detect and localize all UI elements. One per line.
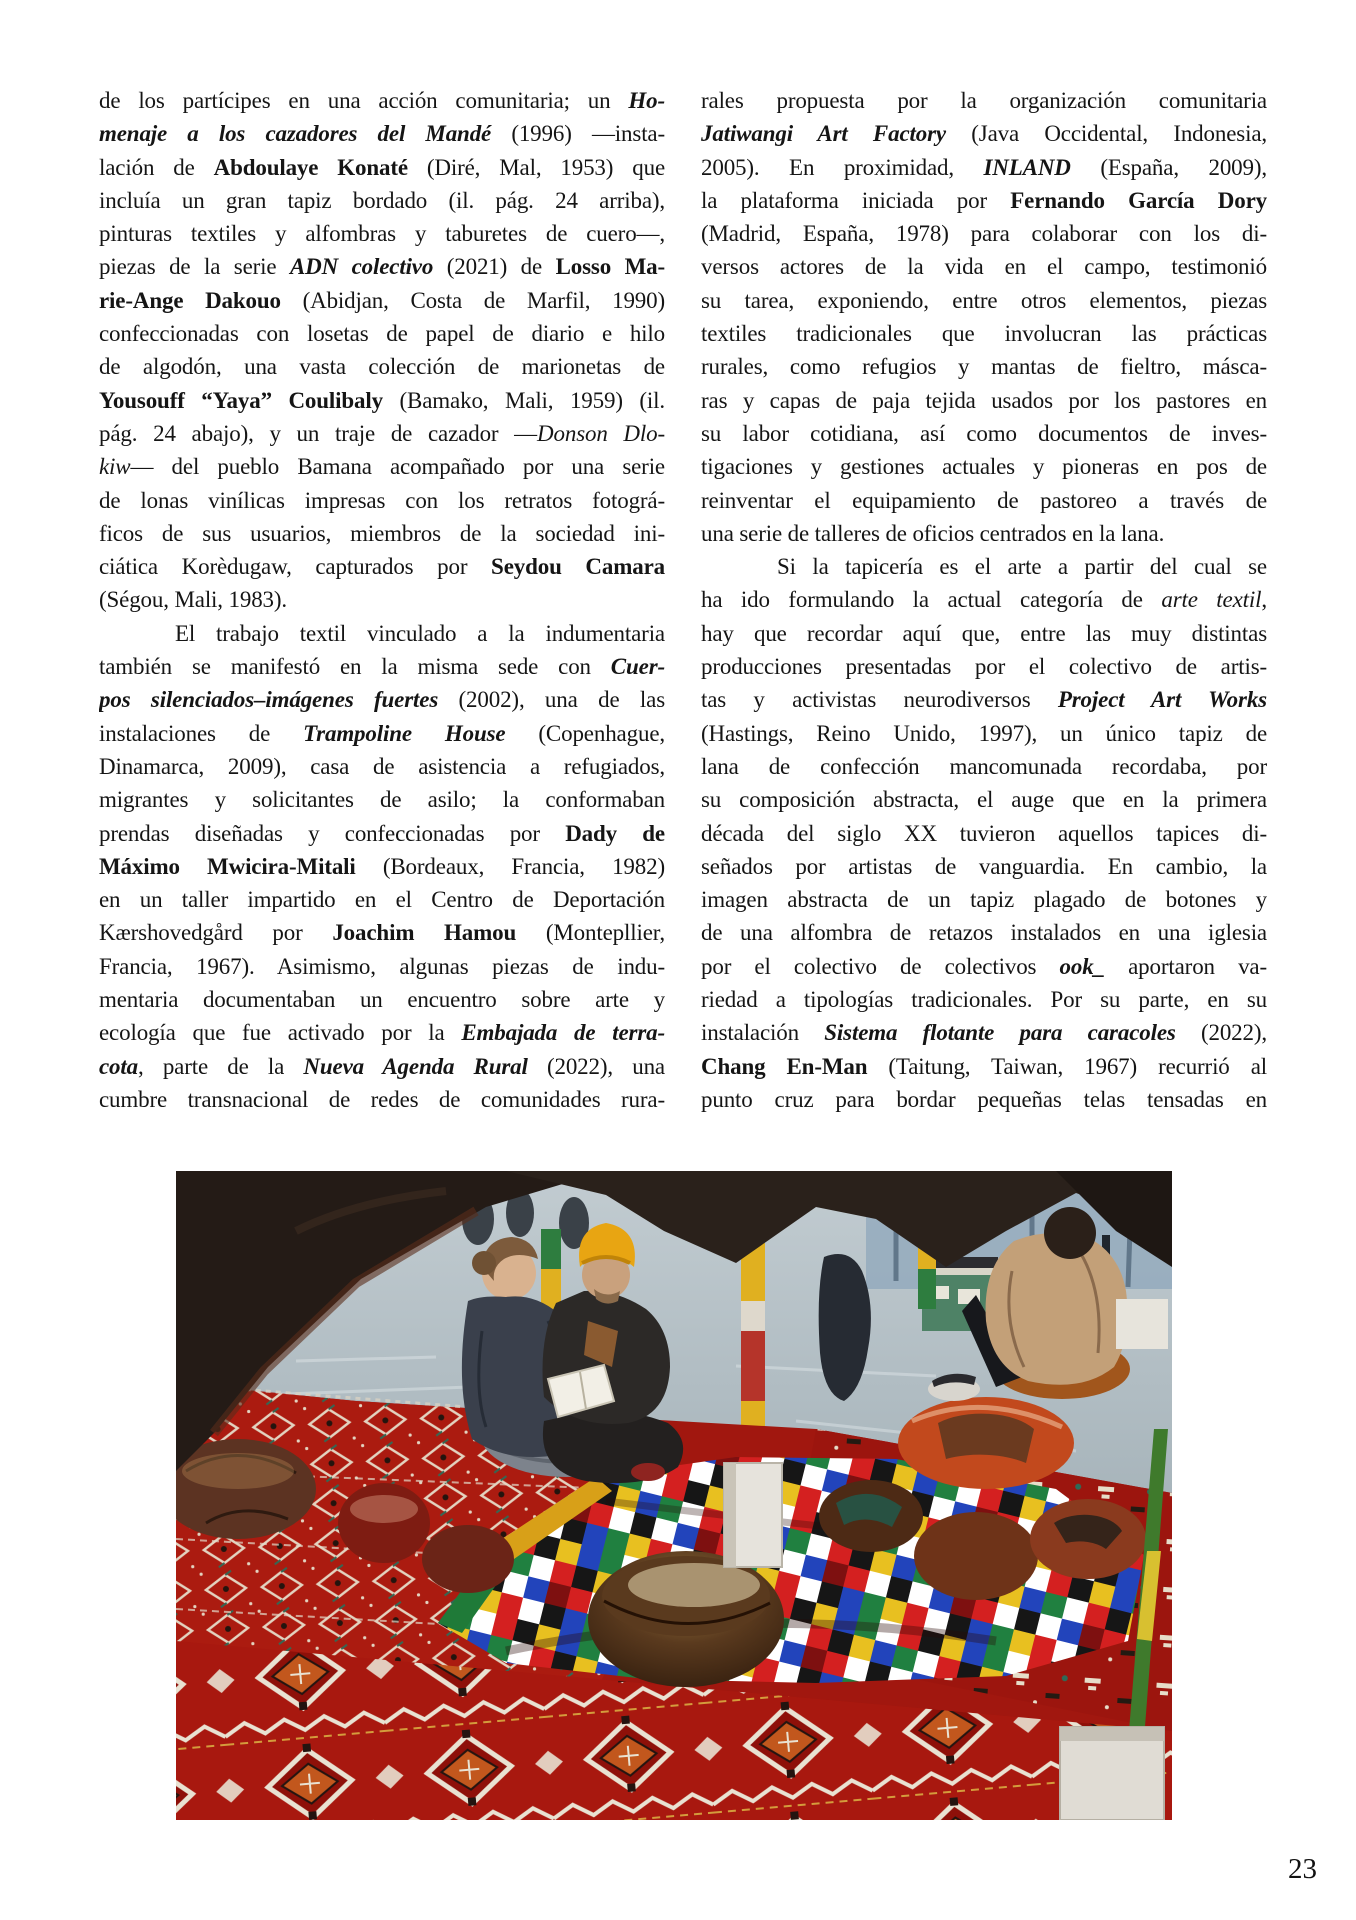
pouf-glossy-center xyxy=(588,1551,784,1687)
text-line: Jatiwangi Art Factory (Java Occidental, Indonesia, xyxy=(701,121,1267,147)
text-line: de algodón, una vasta colección de marionetas de xyxy=(99,354,665,380)
installation-photo-figure xyxy=(176,1171,1172,1820)
text-line: también se manifestó en la misma sede con Cuer- xyxy=(99,654,665,680)
text-line: versos actores de la vida en el campo, testimonió xyxy=(701,254,1267,280)
text-line: riedad a tipologías tradicionales. Por su parte, en su xyxy=(701,987,1267,1013)
text-line: de los partícipes en una acción comunitaria; un Ho- xyxy=(99,88,665,113)
text-line: tas y activistas neurodiversos Project Art Works xyxy=(701,687,1267,713)
text-line: prendas diseñadas y confeccionadas por Dady de xyxy=(99,820,665,846)
text-line: su composición abstracta, el auge que en la primera xyxy=(701,787,1267,813)
text-line: rales propuesta por la organización comunitaria xyxy=(701,88,1267,113)
text-line: El trabajo textil vinculado a la indumentaria xyxy=(175,620,665,646)
text-line: pos silenciados–imágenes fuertes (2002), una de las xyxy=(99,687,665,713)
text-line: ciática Korèdugaw, capturados por Seydou Camara xyxy=(99,554,665,580)
text-line: lana de confección mancomunada recordaba, por xyxy=(701,753,1267,779)
text-line: hay que recordar aquí que, entre las muy distintas xyxy=(701,620,1267,646)
text-line: pinturas textiles y alfombras y taburetes de cuero—, xyxy=(99,221,665,247)
text-line: Yousouff “Yaya” Coulibaly (Bamako, Mali, 1959) (il. xyxy=(99,387,665,413)
text-line: piezas de la serie ADN colectivo (2021) de Losso Ma- xyxy=(99,254,665,280)
red-shoe xyxy=(631,1463,665,1481)
text-column-right xyxy=(701,84,1267,1116)
text-line: incluía un gran tapiz bordado (il. pág. 24 arriba), xyxy=(99,187,665,213)
pouf-brown xyxy=(914,1512,1038,1600)
text-line: Kærshovedgård por Joachim Hamou (Montepllier, xyxy=(99,920,665,946)
text-line: kiw— del pueblo Bamana acompañado por una serie xyxy=(99,454,665,480)
text-line: ras y capas de paja tejida usados por los pastores en xyxy=(701,387,1267,413)
text-line: imagen abstracta de un tapiz plagado de botones y xyxy=(701,887,1267,913)
text-line: migrantes y solicitantes de asilo; la conformaban xyxy=(99,787,665,813)
text-line: una serie de talleres de oficios centrados en la lana. xyxy=(701,520,1165,546)
text-line: Si la tapicería es el arte a partir del cual se xyxy=(777,554,1267,580)
installation-photo xyxy=(176,1171,1172,1820)
white-box xyxy=(1116,1299,1168,1349)
text-line: su tarea, exponiendo, entre otros elementos, piezas xyxy=(701,287,1267,313)
page-number: 23 xyxy=(1288,1853,1317,1885)
text-line: instalación Sistema flotante para caracoles (2022), xyxy=(701,1020,1267,1046)
text-line: punto cruz para bordar pequeñas telas tensadas en xyxy=(701,1086,1267,1112)
text-line: tigaciones y gestiones actuales y pioneras en pos de xyxy=(701,454,1267,480)
text-line: cota, parte de la Nueva Agenda Rural (2022), una xyxy=(99,1053,665,1079)
text-line: señados por artistas de vanguardia. En cambio, la xyxy=(701,853,1267,879)
text-line: de una alfombra de retazos instalados en una iglesia xyxy=(701,920,1267,946)
head xyxy=(1044,1207,1096,1259)
text-line: confeccionadas con losetas de papel de diario e hilo xyxy=(99,321,665,347)
text-line: reinventar el equipamiento de pastoreo a través de xyxy=(701,487,1267,513)
text-line: Dinamarca, 2009), casa de asistencia a refugiados, xyxy=(99,753,665,779)
text-line: instalaciones de Trampoline House (Copenhague, xyxy=(99,720,665,746)
text-line: en un taller impartido en el Centro de Deportación xyxy=(99,887,665,913)
text-line: producciones presentadas por el colectivo de artis- xyxy=(701,654,1267,680)
text-line: rie-Ange Dakouo (Abidjan, Costa de Marfil, 1990) xyxy=(99,287,665,313)
text-line: 2005). En proximidad, INLAND (España, 2009), xyxy=(701,154,1267,180)
text-line: menaje a los cazadores del Mandé (1996) —insta- xyxy=(99,121,665,147)
text-line: de lonas vinílicas impresas con los retratos fotográ- xyxy=(99,487,665,513)
text-line: lación de Abdoulaye Konaté (Diré, Mal, 1953) que xyxy=(99,154,665,180)
text-line: ha ido formulando la actual categoría de arte textil, xyxy=(701,587,1267,613)
text-line: textiles tradicionales que involucran las prácticas xyxy=(701,321,1267,347)
text-line: década del siglo XX tuvieron aquellos tapices di- xyxy=(701,820,1267,846)
text-line: su labor cotidiana, así como documentos de inves- xyxy=(701,420,1267,446)
text-line: ficos de sus usuarios, miembros de la sociedad ini- xyxy=(99,520,665,546)
text-line: Chang En-Man (Taitung, Taiwan, 1967) recurrió al xyxy=(701,1053,1267,1079)
pouf-crimson xyxy=(422,1525,514,1593)
text-line: Máximo Mwicira-Mitali (Bordeaux, Francia, 1982) xyxy=(99,853,665,879)
text-line: pág. 24 abajo), y un traje de cazador —Donson Dlo- xyxy=(99,420,665,446)
text-line: (Hastings, Reino Unido, 1997), un único tapiz de xyxy=(701,720,1267,746)
text-line: ecología que fue activado por la Embajada de terra- xyxy=(99,1020,665,1046)
text-line: cumbre transnacional de redes de comunidades rura- xyxy=(99,1086,665,1112)
text-line: rurales, como refugios y mantas de fieltro, másca- xyxy=(701,354,1267,380)
beige-jacket xyxy=(986,1233,1128,1385)
text-line: mentaria documentaban un encuentro sobre arte y xyxy=(99,987,665,1013)
text-line: la plataforma iniciada por Fernando García Dory xyxy=(701,187,1267,213)
text-line: por el colectivo de colectivos ook_ aportaron va- xyxy=(701,953,1267,979)
text-column-left xyxy=(99,84,665,1116)
text-line: (Ségou, Mali, 1983). xyxy=(99,587,288,613)
text-line: (Madrid, España, 1978) para colaborar con los di- xyxy=(701,221,1267,247)
text-line: Francia, 1967). Asimismo, algunas piezas de indu- xyxy=(99,953,665,979)
